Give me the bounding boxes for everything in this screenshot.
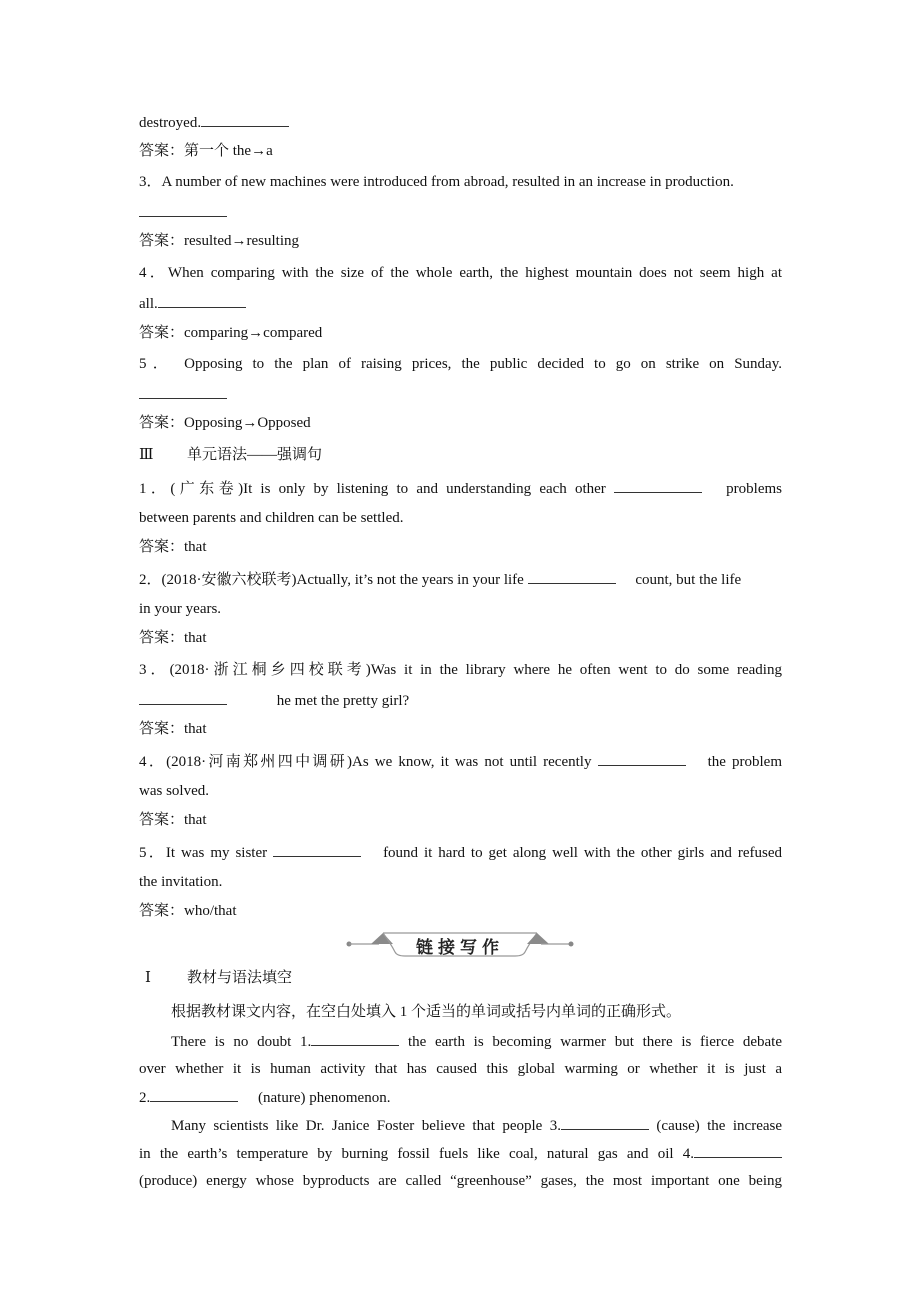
answer-label: 答案： <box>139 630 185 646</box>
answer-blank-2 <box>150 1087 238 1102</box>
passage-line <box>139 1171 782 1191</box>
answer-text: who/that <box>184 903 237 919</box>
answer-label: 答案： <box>139 233 185 249</box>
passage-line <box>139 1031 782 1051</box>
question-text: count, but the life <box>635 572 742 588</box>
question-item <box>139 354 782 374</box>
answer-label: 答案： <box>139 325 185 341</box>
answer-blank-line <box>139 384 782 404</box>
question-number: 3． <box>139 174 162 190</box>
answer-line <box>139 413 782 433</box>
question-item <box>139 172 782 192</box>
question-number: 1． <box>139 481 171 497</box>
passage-text: (produce) energy whose byproducts are called “greenhouse” gases, the most important one being <box>139 1173 782 1189</box>
banner-title: 链接写作 <box>416 938 504 958</box>
answer-blank <box>201 112 289 127</box>
answer-label: 答案： <box>139 721 185 737</box>
question-number: 5． <box>139 845 166 861</box>
question-number: 4． <box>139 754 167 770</box>
question-text: all. <box>139 296 158 312</box>
passage-text: (cause) the increase <box>656 1118 783 1134</box>
passage-line <box>139 1143 782 1163</box>
answer-line <box>139 231 782 251</box>
answer-line <box>139 141 782 161</box>
answer-line <box>139 537 782 557</box>
question-source: (广东卷) <box>170 481 244 497</box>
answer-text: Opposing→Opposed <box>184 415 311 431</box>
answer-blank <box>273 842 361 857</box>
section-title: 单元语法——强调句 <box>187 447 323 463</box>
question-continuation <box>139 690 782 710</box>
question-item <box>139 751 782 771</box>
question-text: the invitation. <box>139 874 223 890</box>
passage-text: There is no doubt 1. <box>171 1034 312 1050</box>
section-title: 教材与语法填空 <box>187 970 293 986</box>
question-continuation <box>139 293 782 313</box>
section-heading <box>139 968 782 988</box>
passage-line <box>139 1059 782 1079</box>
passage-text: Many scientists like Dr. Janice Foster believe that people 3. <box>171 1118 561 1134</box>
answer-text: that <box>184 721 207 737</box>
question-continuation <box>139 599 782 619</box>
question-text: As we know, it was not until recently <box>352 754 592 770</box>
question-text: Opposing to the plan of raising prices, the public decided to go on strike on Sunday. <box>184 356 782 372</box>
passage-line <box>139 1115 782 1135</box>
answer-label: 答案： <box>139 812 185 828</box>
question-item <box>139 569 782 589</box>
section-heading <box>139 445 782 465</box>
answer-blank-3 <box>561 1115 649 1130</box>
answer-blank-1 <box>311 1031 399 1046</box>
answer-line <box>139 719 782 739</box>
answer-blank <box>139 384 227 399</box>
question-continuation <box>139 781 782 801</box>
question-source: (2018·安徽六校联考) <box>161 572 297 588</box>
answer-blank <box>614 478 702 493</box>
answer-text: that <box>184 539 207 555</box>
question-number: 4． <box>139 265 168 281</box>
question-text: Was it in the library where he often went to do some reading <box>370 662 782 678</box>
question-fragment <box>139 112 782 132</box>
passage-text: in the earth’s temperature by burning fossil fuels like coal, natural gas and oil 4. <box>139 1146 694 1162</box>
question-text: problems <box>726 481 782 497</box>
passage-line <box>139 1087 782 1107</box>
question-text: When comparing with the size of the whole earth, the highest mountain does not seem high at <box>167 265 782 281</box>
question-item <box>139 660 782 680</box>
answer-label: 答案： <box>139 143 185 159</box>
instruction-text <box>139 1002 782 1022</box>
answer-blank <box>139 202 227 217</box>
instruction-content: 根据教材课文内容，在空白处填入 1 个适当的单词或括号内单词的正确形式。 <box>171 1004 682 1020</box>
question-continuation <box>139 872 782 892</box>
passage-text: (nature) phenomenon. <box>258 1090 391 1106</box>
question-number: 5． <box>139 356 175 372</box>
answer-line <box>139 628 782 648</box>
answer-text: resulted→resulting <box>184 233 299 249</box>
passage-text: over whether it is human activity that has caused this global warming or whether it is just a <box>139 1061 782 1077</box>
answer-blank <box>158 293 246 308</box>
question-text: Actually, it’s not the years in your life <box>296 572 524 588</box>
passage-text: the earth is becoming warmer but there is fierce debate <box>407 1034 783 1050</box>
answer-text: comparing→compared <box>184 325 323 341</box>
section-numeral: Ⅲ <box>139 447 154 463</box>
answer-text: 第一个 the→a <box>184 143 273 159</box>
question-text: A number of new machines were introduced from abroad, resulted in an increase in production. <box>161 174 734 190</box>
answer-blank <box>598 751 686 766</box>
question-text: It is only by listening to and understanding each other <box>243 481 606 497</box>
section-numeral: Ⅰ <box>145 970 151 986</box>
question-text: between parents and children can be settled. <box>139 510 404 526</box>
answer-line <box>139 901 782 921</box>
question-number: 2． <box>139 572 162 588</box>
question-item <box>139 263 782 283</box>
question-text: found it hard to get along well with the other girls and refused <box>383 845 782 861</box>
answer-label: 答案： <box>139 415 185 431</box>
question-source: (2018·河南郑州四中调研) <box>166 754 353 770</box>
answer-blank <box>139 690 227 705</box>
question-text: destroyed. <box>139 115 202 131</box>
question-item <box>139 842 782 862</box>
question-text: the problem <box>707 754 782 770</box>
question-source: (2018·浙江桐乡四校联考) <box>169 662 371 678</box>
section-banner <box>345 928 575 960</box>
answer-label: 答案： <box>139 539 185 555</box>
answer-text: that <box>184 812 207 828</box>
question-text: he met the pretty girl? <box>276 693 410 709</box>
question-text: was solved. <box>139 783 209 799</box>
answer-blank-line <box>139 202 782 222</box>
answer-blank-4 <box>694 1143 782 1158</box>
answer-line <box>139 810 782 830</box>
answer-label: 答案： <box>139 903 185 919</box>
question-text: in your years. <box>139 601 222 617</box>
question-item <box>139 478 782 498</box>
answer-line <box>139 323 782 343</box>
question-text: It was my sister <box>165 845 268 861</box>
answer-blank <box>528 569 616 584</box>
question-continuation <box>139 508 782 528</box>
question-number: 3． <box>139 662 170 678</box>
passage-text: 2. <box>139 1090 151 1106</box>
answer-text: that <box>184 630 207 646</box>
